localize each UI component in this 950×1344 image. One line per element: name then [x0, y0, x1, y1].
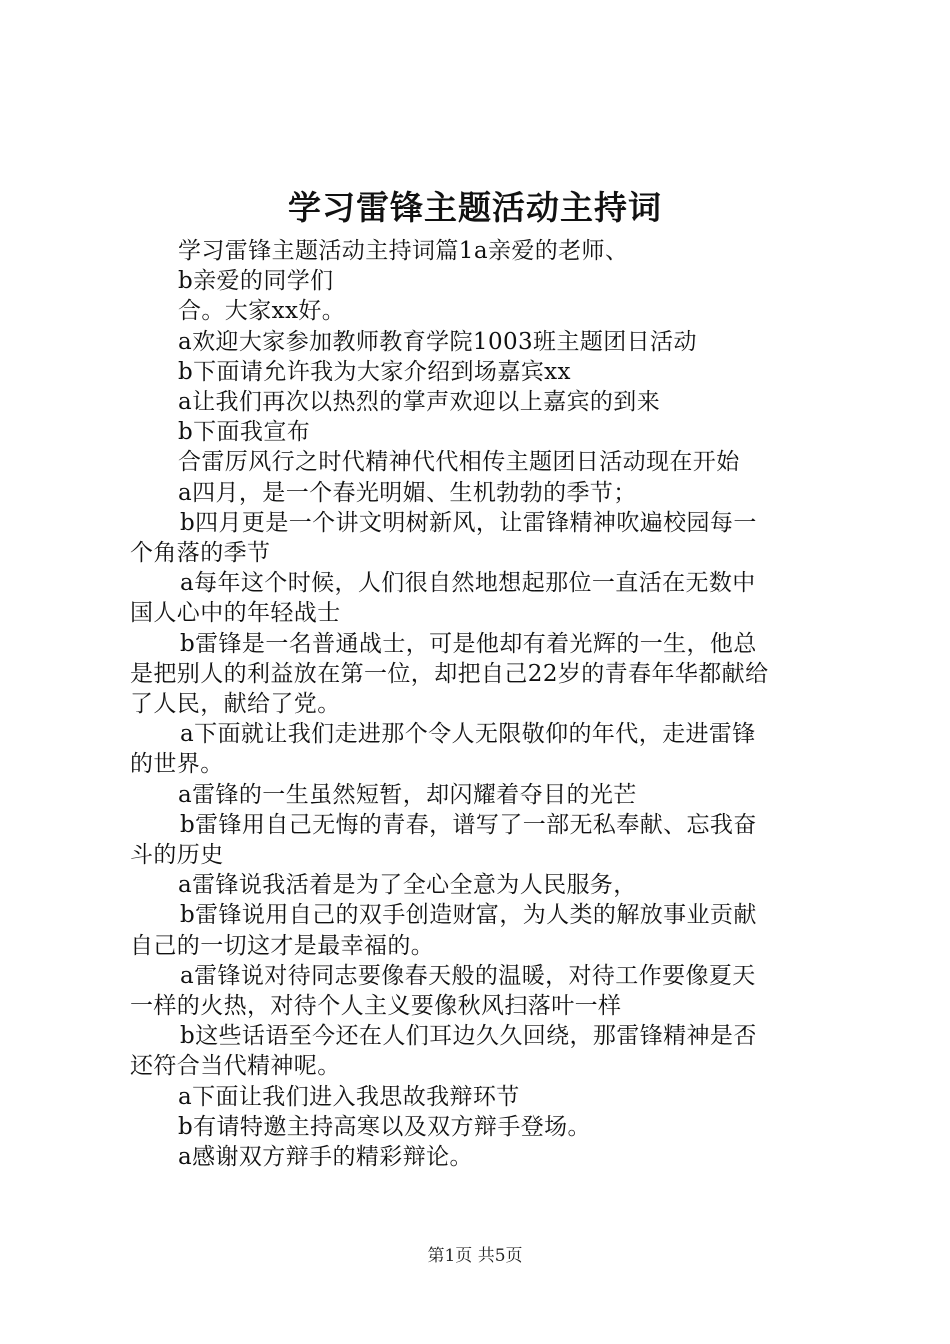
text-line: a雷锋的一生虽然短暂，却闪耀着夺目的光芒 — [178, 781, 637, 808]
text-line: b四月更是一个讲文明树新风，让雷锋精神吹遍校园每一 — [180, 509, 757, 536]
text-line: a感谢双方辩手的精彩辩论。 — [178, 1144, 473, 1171]
text-line: a每年这个时候，人们很自然地想起那位一直活在无数中 — [180, 570, 756, 597]
text-line: b亲爱的同学们 — [178, 268, 334, 295]
text-line: 合雷厉风行之时代精神代代相传主题团日活动现在开始 — [178, 449, 740, 476]
text-line: 是把别人的利益放在第一位，却把自己22岁的青春年华都献给 — [130, 660, 769, 687]
page-footer: 第1页 共5页 — [427, 1246, 523, 1266]
text-line: 国人心中的年轻战士 — [130, 600, 341, 627]
text-line: 个角落的季节 — [130, 540, 271, 567]
text-line: b雷锋用自己无悔的青春，谱写了一部无私奉献、忘我奋 — [180, 811, 757, 838]
text-line: b下面请允许我为大家介绍到场嘉宾xx — [178, 358, 571, 385]
text-line: b下面我宣布 — [178, 419, 311, 446]
text-line: b雷锋是一名普通战士，可是他却有着光辉的一生，他总 — [180, 630, 757, 657]
text-line: a下面让我们进入我思故我辩环节 — [178, 1083, 520, 1110]
document-body — [130, 236, 830, 1172]
text-line: 的世界。 — [130, 751, 224, 778]
text-line: a四月，是一个春光明媚、生机勃勃的季节； — [178, 479, 637, 506]
text-line: 了人民，献给了党。 — [130, 691, 341, 718]
text-line: a让我们再次以热烈的掌声欢迎以上嘉宾的到来 — [178, 389, 661, 416]
text-line: 合。大家xx好。 — [178, 298, 346, 325]
text-line: a下面就让我们走进那个令人无限敬仰的年代，走进雷锋 — [180, 721, 756, 748]
text-line: 自己的一切这才是最幸福的。 — [130, 932, 435, 959]
text-line: b有请特邀主持高寒以及双方辩手登场。 — [178, 1113, 591, 1140]
text-line: 一样的火热，对待个人主义要像秋风扫落叶一样 — [130, 993, 622, 1020]
text-line: 学习雷锋主题活动主持词篇1a亲爱的老师、 — [178, 238, 629, 264]
text-line: a雷锋说我活着是为了全心全意为人民服务， — [178, 872, 637, 899]
text-line: b这些话语至今还在人们耳边久久回绕，那雷锋精神是否 — [180, 1023, 757, 1050]
document-title: 学习雷锋主题活动主持词 — [288, 188, 662, 227]
text-line: 还符合当代精神呢。 — [130, 1053, 341, 1080]
text-line: b雷锋说用自己的双手创造财富，为人类的解放事业贡献 — [180, 902, 757, 929]
text-line: a欢迎大家参加教师教育学院1003班主题团日活动 — [178, 328, 697, 355]
text-line: 斗的历史 — [130, 842, 224, 869]
text-line: a雷锋说对待同志要像春天般的温暖，对待工作要像夏天 — [180, 962, 756, 989]
